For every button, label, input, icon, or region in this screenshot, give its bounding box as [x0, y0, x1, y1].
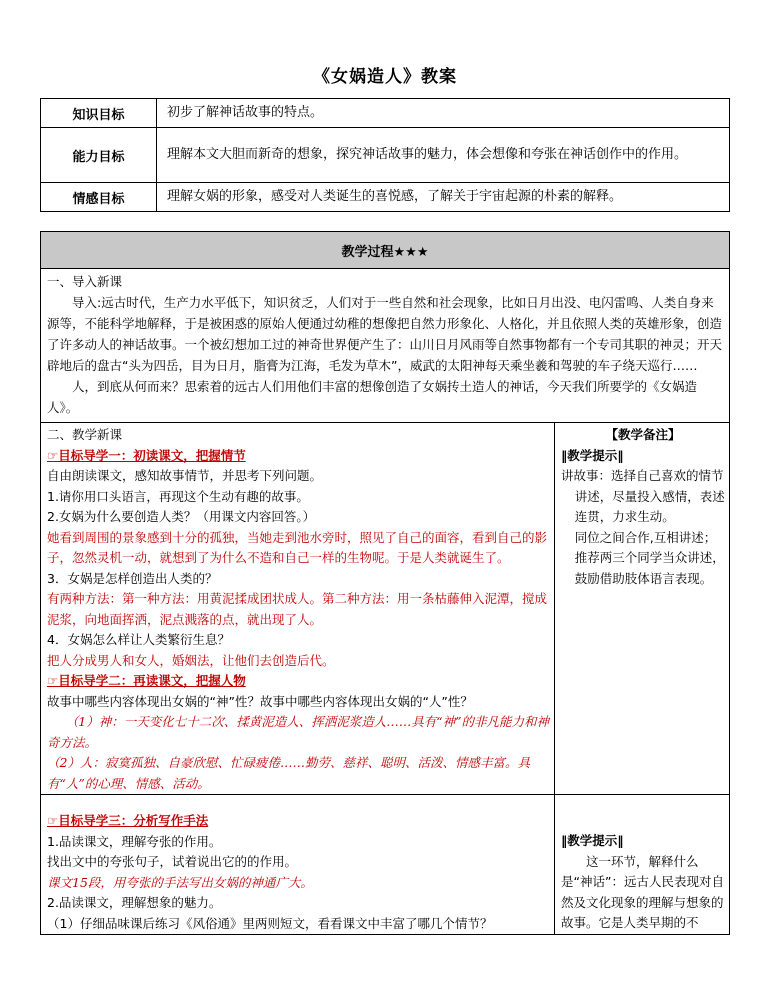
goal-row-emotion [41, 183, 730, 212]
question-1: 1.请你用口头语言，再现这个生动有趣的故事。 [47, 488, 309, 504]
tip-text-3: 这一环节，解释什么是“神话”：远古人民表现对自然及文化现象的理解与想象的故事。它是人类早期的不 [561, 853, 724, 930]
answer-5a: （1）神：一天变化七十二次、揉黄泥造人、挥洒泥浆造人……具有“神”的非凡能力和神奇方法。 [47, 714, 549, 750]
goal-label: 情感目标 [41, 183, 157, 212]
question-5: 故事中哪些内容体现出女娲的“神”性？故事中哪些内容体现出女娲的“人”性？ [47, 693, 473, 709]
goal-text: 理解女娲的形象，感受对人类诞生的喜悦感，了解关于宇宙起源的朴素的解释。 [157, 183, 730, 212]
process-table [40, 231, 730, 935]
answer-6: 课文15段，用夸张的手法写出女娲的神通广大。 [47, 874, 313, 890]
question-3: 3．女娲是怎样创造出人类的？ [47, 570, 218, 586]
question-7: 2.品读课文，理解想象的魅力。 [47, 895, 222, 910]
answer-2: 她看到周围的景象感到十分的孤独，当她走到池水旁时，照见了自己的面容，看到自己的影子，忽然灵机一动，就想到了为什么不造和自己一样的生物呢。于是人类就诞生了。 [47, 529, 548, 565]
tip-text [561, 466, 725, 528]
spacer [561, 797, 725, 831]
goal-row-ability [41, 128, 730, 183]
question-2: 2.女娲为什么要创造人类？（用课文内容回答。） [47, 509, 316, 524]
guide-1: ☞目标导学一：初读课文，把握情节 [47, 447, 246, 463]
process-header-row [41, 232, 730, 269]
notes-header: 【教学备注】 [605, 427, 681, 442]
goals-table [40, 98, 730, 212]
goal-text: 初步了解神话故事的特点。 [157, 99, 730, 128]
page-title: 《女娲造人》教案 [313, 67, 457, 87]
question-6: 1.品读课文，理解夸张的作用。 [47, 833, 222, 849]
notes-cell [555, 423, 730, 795]
instruction-2: 找出文中的夸张句子，试着说出它的的作用。 [47, 854, 298, 869]
goal-label: 能力目标 [41, 128, 157, 183]
goal-row-knowledge [41, 99, 730, 128]
section3-row [41, 795, 730, 935]
goal-text: 理解本文大胆而新奇的想象，探究神话故事的魅力，体会想像和夸张在神话创作中的作用。 [157, 128, 730, 183]
tip-lead: 讲故事： [561, 468, 612, 483]
tip-text-2: 同位之间合作,互相讲述；推荐两三个同学当众讲述，鼓励借助肢体语言表现。 [574, 529, 725, 586]
guide-2: ☞目标导学二：再读课文，把握人物 [47, 673, 246, 688]
answer-3: 有两种方法：第一种方法：用黄泥揉成团状成人。第二种方法：用一条枯藤伸入泥潭，搅成泥浆，向地面挥洒，泥点溅落的点，就出现了人。 [47, 591, 548, 627]
process-header: 教学过程★★★ [41, 232, 730, 269]
question-4: 4．女娲怎么样让人类繁衍生息？ [47, 632, 230, 647]
question-8: （1）仔细品味课后练习《风俗通》里两则短文，看看课文中丰富了哪几个情节？ [47, 915, 493, 931]
intro-paragraph-1: 导入:远古时代，生产力水平低下，知识贫乏，人们对于一些自然和社会现象，比如日月出没、电闪雷鸣、人类自身来源等，不能科学地解释，于是被困惑的原始人便通过幼稚的想像把自然力形象化、人格化，并且依照人类的英雄形象，创造了许多动人的神话故事。一个被幻想加工过的神奇世界便产生了：山川日月风雨等自然事物都有一个专司其职的神灵；开天辟地后的盘古“头为四岳，目为日月，脂膏为江海，毛发为草木”，威武的太阳神每天乘坐羲和驾驶的车子绕天巡行…… [47, 295, 723, 373]
section3-cell [41, 795, 555, 935]
instruction: 自由朗读课文，感知故事情节，并思考下列问题。 [47, 468, 323, 483]
tip-label: ‖教学提示‖ [561, 447, 624, 463]
tip-label-2: ‖教学提示‖ [561, 833, 624, 848]
notes-cell-2 [555, 795, 730, 935]
tip-body: 选择自己喜欢的情节讲述，尽量投入感情，表述连贯，力求生动。 [574, 468, 725, 524]
answer-5b: （2）人：寂寞孤独、自豪欣慰、忙碌疲倦……勤劳、慈祥、聪明、活泼、情感丰富。具有“人”的心理、情感、活动。 [47, 755, 530, 791]
intro-heading: 一、导入新课 [47, 274, 123, 289]
goal-label: 知识目标 [41, 99, 157, 128]
spacer [47, 797, 550, 811]
section2-heading: 二、教学新课 [47, 427, 123, 442]
answer-4: 把人分成男人和女人，婚姻法，让他们去创造后代。 [47, 652, 335, 668]
intro-row [41, 269, 730, 423]
section2-row [41, 423, 730, 795]
guide-3: ☞目标导学三：分析写作手法 [47, 813, 209, 828]
intro-paragraph-2: 人，到底从何而来？思索着的远古人们用他们丰富的想像创造了女娲抟土造人的神话，今天我们所要学的《女娲造人》。 [47, 379, 698, 415]
intro-cell [41, 269, 730, 423]
section2-cell [41, 423, 555, 795]
